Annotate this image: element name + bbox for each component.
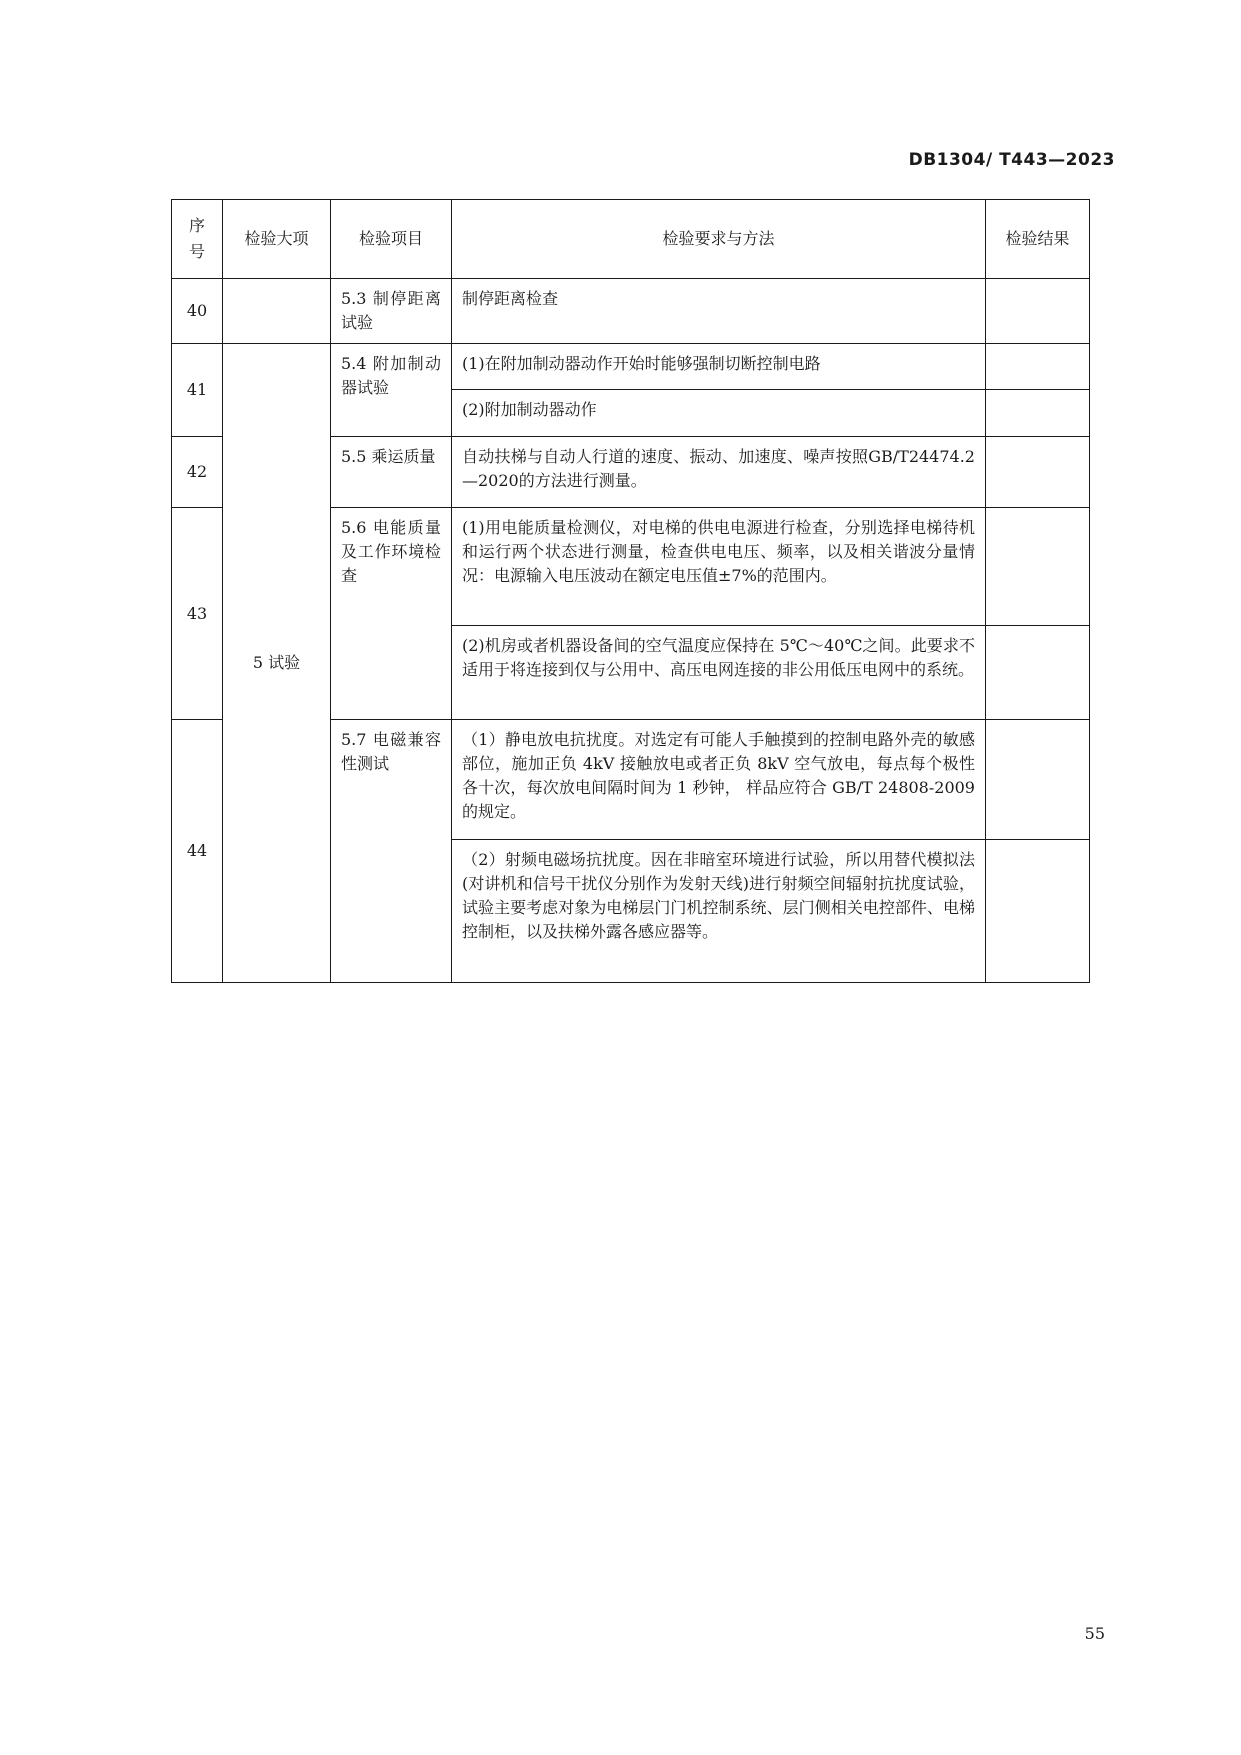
category-cell-empty [223, 279, 331, 344]
header-seq: 序号 [172, 200, 223, 279]
item-cell: 5.6 电能质量及工作环境检查 [331, 508, 452, 720]
seq-cell: 44 [172, 720, 223, 983]
header-category: 检验大项 [223, 200, 331, 279]
result-cell [986, 344, 1090, 390]
table-row [172, 279, 1090, 344]
result-cell [986, 279, 1090, 344]
result-cell [986, 390, 1090, 437]
item-cell: 5.5 乘运质量 [331, 437, 452, 508]
category-cell: 5 试验 [223, 344, 331, 983]
result-cell [986, 720, 1090, 840]
item-cell: 5.7 电磁兼容性测试 [331, 720, 452, 983]
result-cell [986, 626, 1090, 720]
requirement-cell: （2）射频电磁场抗扰度。因在非暗室环境进行试验，所以用替代模拟法(对讲机和信号干扰仪分别作为发射天线)进行射频空间辐射抗扰度试验，试验主要考虑对象为电梯层门门机控制系统、层门侧相关电控部件、电梯控制柜，以及扶梯外露各感应器等。 [452, 840, 986, 983]
requirement-cell: (1)用电能质量检测仪，对电梯的供电电源进行检查，分别选择电梯待机和运行两个状态进行测量，检查供电电压、频率，以及相关谐波分量情况：电源输入电压波动在额定电压值±7%的范围内。 [452, 508, 986, 626]
inspection-table [171, 199, 1090, 983]
result-cell [986, 508, 1090, 626]
requirement-cell: 制停距离检查 [452, 279, 986, 344]
requirement-cell: 自动扶梯与自动人行道的速度、振动、加速度、噪声按照GB/T24474.2—2020的方法进行测量。 [452, 437, 986, 508]
seq-cell: 43 [172, 508, 223, 720]
header-item: 检验项目 [331, 200, 452, 279]
seq-cell: 40 [172, 279, 223, 344]
header-requirement: 检验要求与方法 [452, 200, 986, 279]
item-cell: 5.3 制停距离试验 [331, 279, 452, 344]
requirement-cell: (1)在附加制动器动作开始时能够强制切断控制电路 [452, 344, 986, 390]
table-header-row [172, 200, 1090, 279]
page-number: 55 [1084, 1624, 1105, 1643]
table-row [172, 344, 1090, 390]
result-cell [986, 840, 1090, 983]
seq-cell: 41 [172, 344, 223, 437]
requirement-cell: (2)机房或者机器设备间的空气温度应保持在 5℃～40℃之间。此要求不适用于将连接到仅与公用中、高压电网连接的非公用低压电网中的系统。 [452, 626, 986, 720]
seq-cell: 42 [172, 437, 223, 508]
requirement-cell: (2)附加制动器动作 [452, 390, 986, 437]
item-cell: 5.4 附加制动器试验 [331, 344, 452, 437]
document-code: DB1304/ T443—2023 [908, 150, 1115, 170]
header-result: 检验结果 [986, 200, 1090, 279]
requirement-cell: （1）静电放电抗扰度。对选定有可能人手触摸到的控制电路外壳的敏感部位，施加正负 4kV 接触放电或者正负 8kV 空气放电，每点每个极性各十次，每次放电间隔时间为 1 秒钟， 样品应符合 GB/T 24808-2009 的规定。 [452, 720, 986, 840]
result-cell [986, 437, 1090, 508]
